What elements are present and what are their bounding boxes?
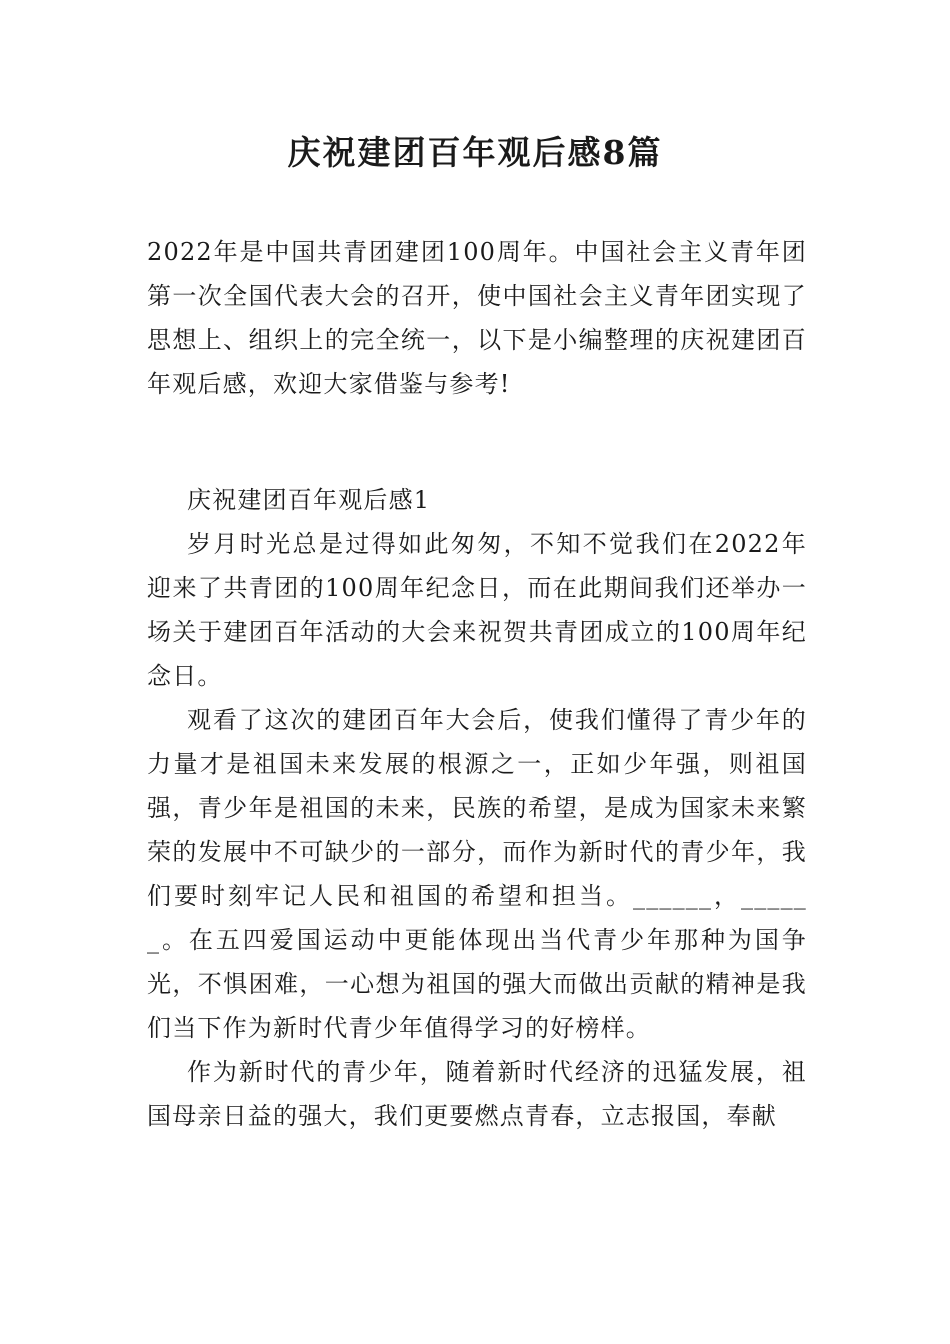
body-paragraph-2: 观看了这次的建团百年大会后，使我们懂得了青少年的力量才是祖国未来发展的根源之一，正如少年强，则祖国强，青少年是祖国的未来，民族的希望，是成为国家未来繁荣的发展中不可缺少的一部分，而作为新时代的青少年，我们要时刻牢记人民和祖国的希望和担当。______，______。在五四爱国运动中更能体现出当代青少年那种为国争光，不惧困难，一心想为祖国的强大而做出贡献的精神是我们当下作为新时代青少年值得学习的好榜样。 xyxy=(147,706,807,1042)
body-paragraph-3: 作为新时代的青少年，随着新时代经济的迅猛发展，祖国母亲日益的强大，我们更要燃点青春，立志报国，奉献 xyxy=(147,1058,807,1130)
document-body xyxy=(147,230,807,1138)
section-heading: 庆祝建团百年观后感1 xyxy=(187,486,431,514)
document-title: 庆祝建团百年观后感8篇 xyxy=(287,133,663,172)
intro-paragraph: 2022年是中国共青团建团100周年。中国社会主义青年团第一次全国代表大会的召开，使中国社会主义青年团实现了思想上、组织上的完全统一，以下是小编整理的庆祝建团百年观后感，欢迎大家借鉴与参考! xyxy=(147,238,807,398)
body-paragraph-1: 岁月时光总是过得如此匆匆，不知不觉我们在2022年迎来了共青团的100周年纪念日，而在此期间我们还举办一场关于建团百年活动的大会来祝贺共青团成立的100周年纪念日。 xyxy=(147,530,807,690)
